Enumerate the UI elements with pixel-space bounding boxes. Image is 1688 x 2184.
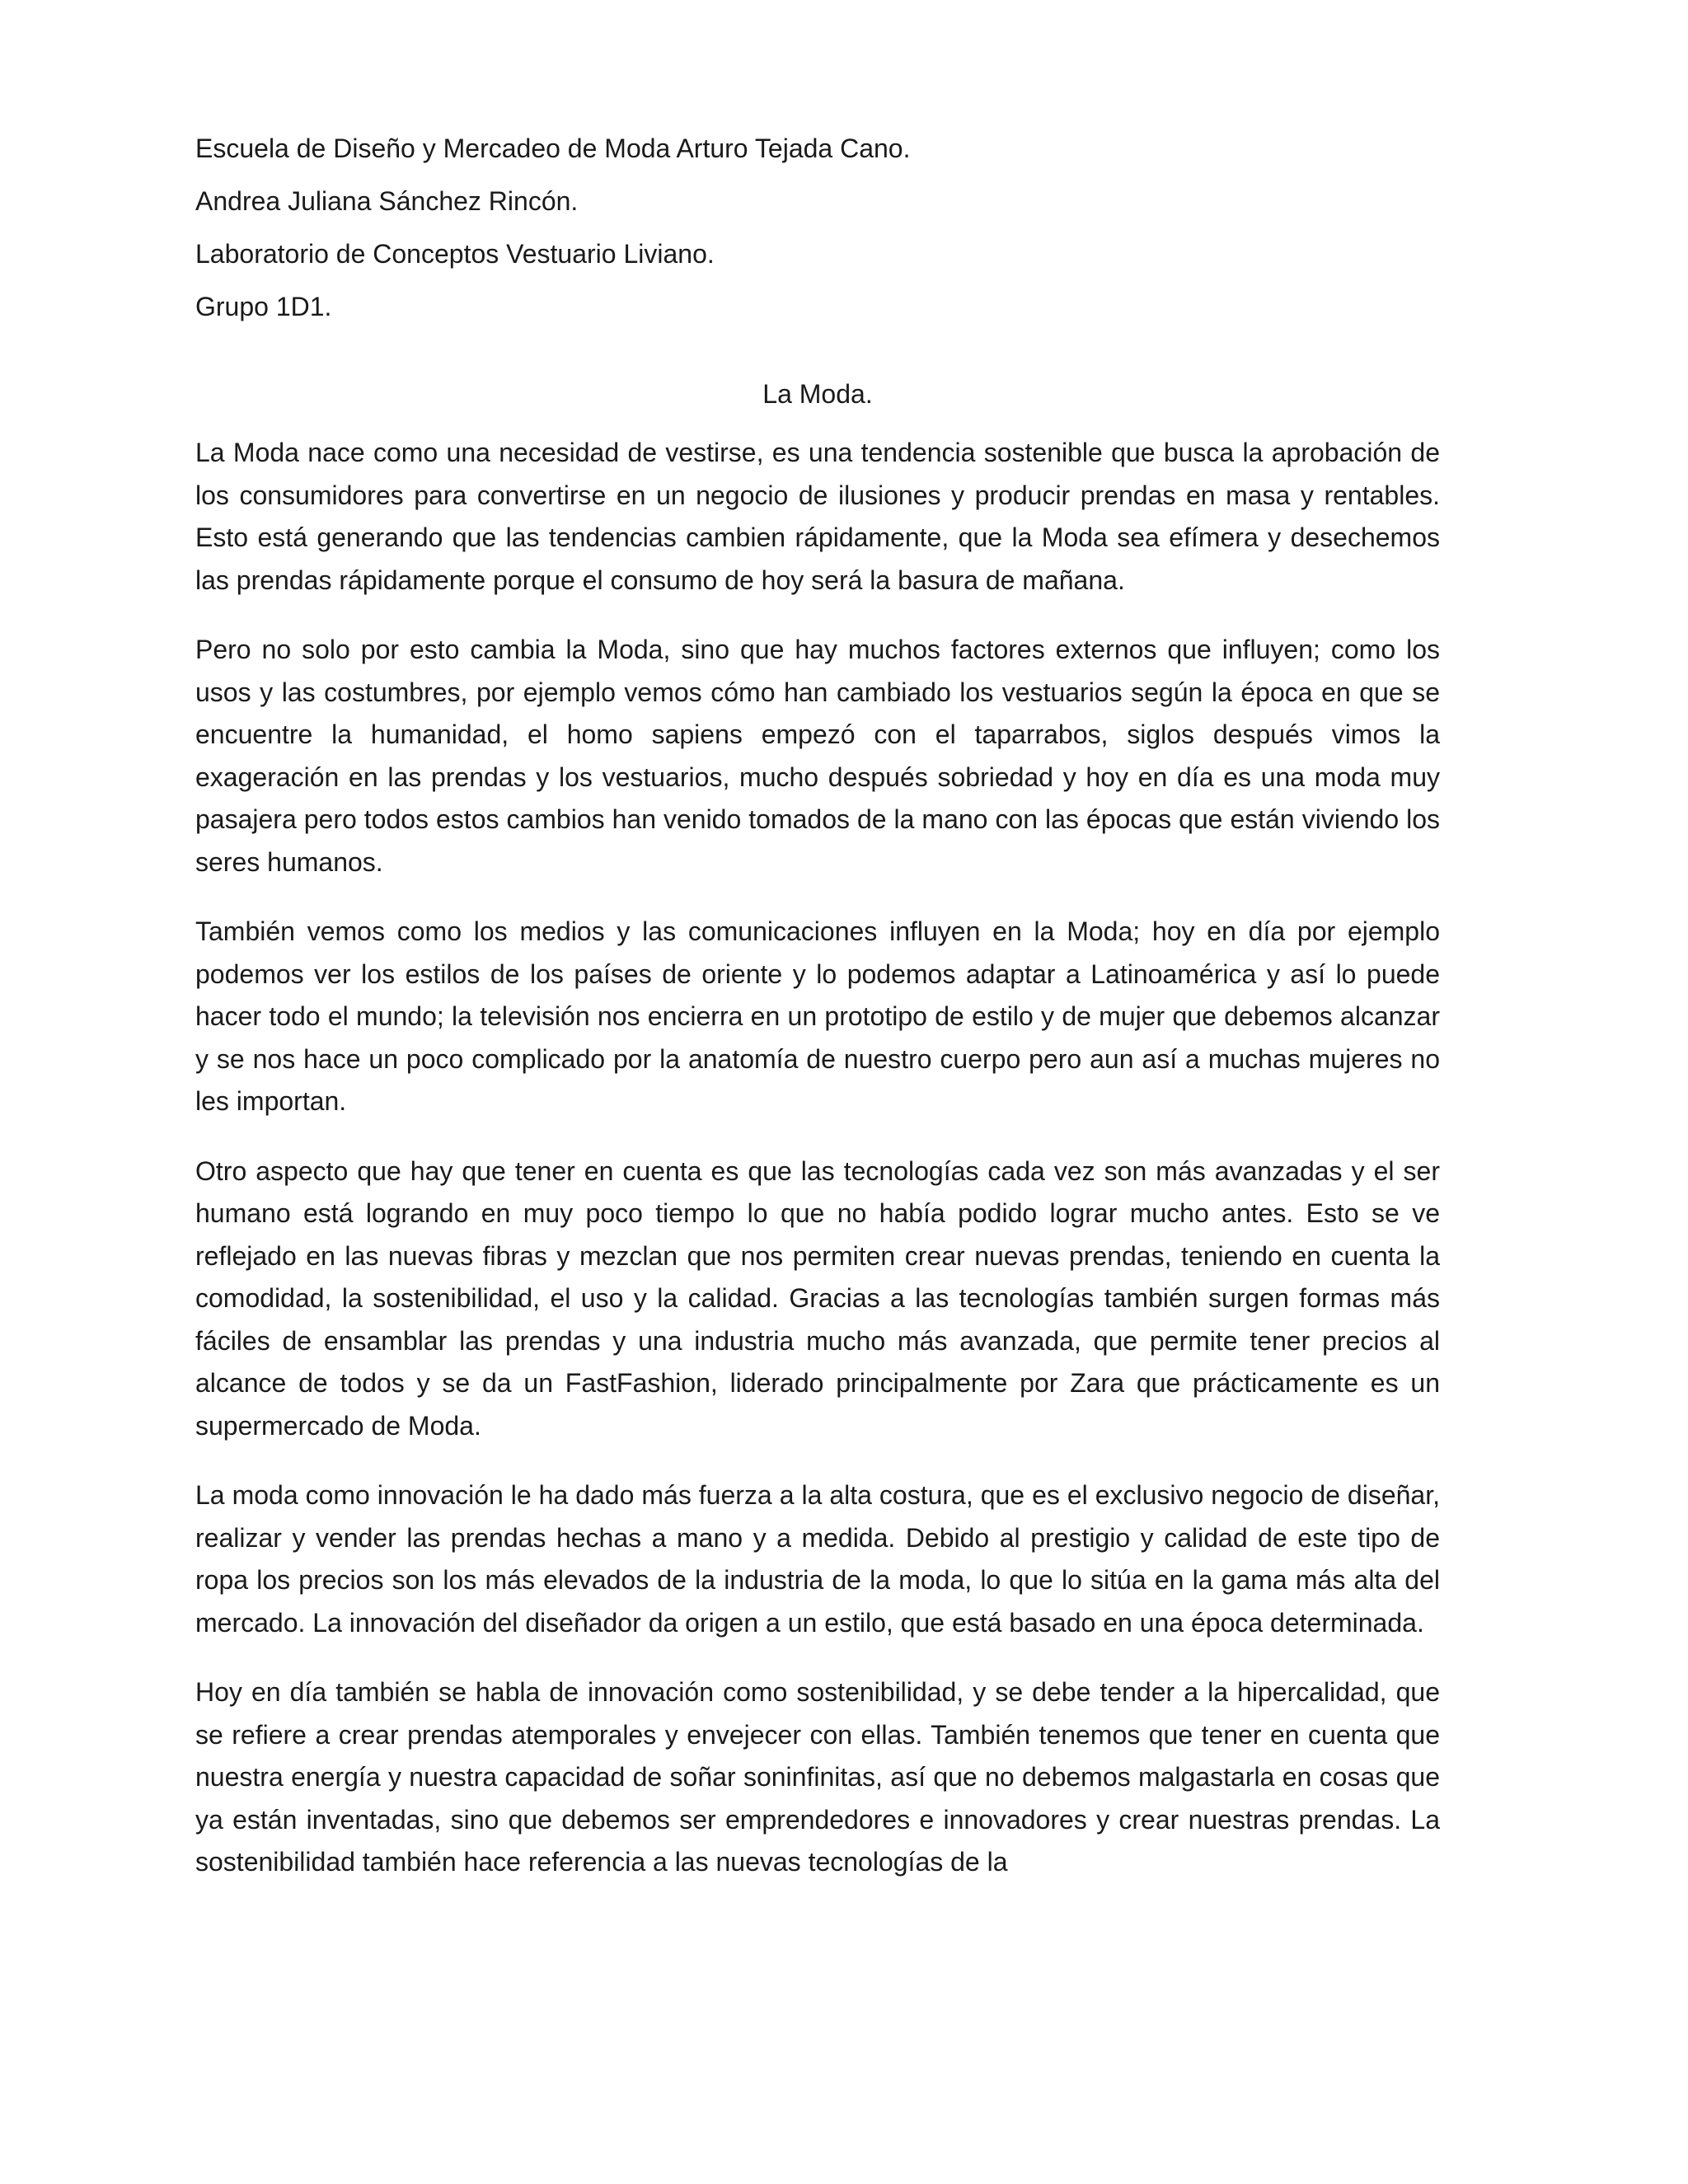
document-body <box>195 132 1440 1911</box>
paragraph-3: También vemos como los medios y las comunicaciones influyen en la Moda; hoy en día por ejemplo podemos ver los estilos de los países de oriente y lo podemos adaptar a Latinoamérica y así lo puede hacer todo el mundo; la televisión nos encierra en un prototipo de estilo y de mujer que debemos alcanzar y se nos hace un poco complicado por la anatomía de nuestro cuerpo pero aun así a muchas mujeres no les importan. <box>195 916 1440 1116</box>
document-title: La Moda. <box>762 379 873 409</box>
header-author: Andrea Juliana Sánchez Rincón. <box>195 186 579 216</box>
paragraph-1: La Moda nace como una necesidad de vestirse, es una tendencia sostenible que busca la aprobación de los consumidores para convertirse en un negocio de ilusiones y producir prendas en masa y rentables. Esto está generando que las tendencias cambien rápidamente, que la Moda sea efímera y desechemos las prendas rápidamente porque el consumo de hoy será la basura de mañana. <box>195 438 1440 595</box>
paragraph-6: Hoy en día también se habla de innovación como sostenibilidad, y se debe tender a la hipercalidad, que se refiere a crear prendas atemporales y envejecer con ellas. También tenemos que tener en cuenta que nuestra energía y nuestra capacidad de soñar soninfinitas, así que no debemos malgastarla en cosas que ya están inventadas, sino que debemos ser emprendedores e innovadores y crear nuestras prendas. La sostenibilidad también hace referencia a las nuevas tecnologías de la <box>195 1677 1440 1877</box>
header-school: Escuela de Diseño y Mercadeo de Moda Arturo Tejada Cano. <box>195 134 911 163</box>
header-course: Laboratorio de Conceptos Vestuario Liviano. <box>195 239 715 269</box>
paragraph-4: Otro aspecto que hay que tener en cuenta es que las tecnologías cada vez son más avanzadas y el ser humano está logrando en muy poco tiempo lo que no había podido lograr mucho antes. Esto se ve reflejado en las nuevas fibras y mezclan que nos permiten crear nuevas prendas, teniendo en cuenta la comodidad, la sostenibilidad, el uso y la calidad. Gracias a las tecnologías también surgen formas más fáciles de ensamblar las prendas y una industria mucho más avanzada, que permite tener precios al alcance de todos y se da un FastFashion, liderado principalmente por Zara que prácticamente es un supermercado de Moda. <box>195 1155 1440 1441</box>
header-group: Grupo 1D1. <box>195 292 332 321</box>
paragraph-2: Pero no solo por esto cambia la Moda, sino que hay muchos factores externos que influyen; como los usos y las costumbres, por ejemplo vemos cómo han cambiado los vestuarios según la época en que se encuentre la humanidad, el homo sapiens empezó con el taparrabos, siglos después vimos la exageración en las prendas y los vestuarios, mucho después sobriedad y hoy en día es una moda muy pasajera pero todos estos cambios han venido tomados de la mano con las épocas que están viviendo los seres humanos. <box>195 635 1440 877</box>
paragraph-5: La moda como innovación le ha dado más fuerza a la alta costura, que es el exclusivo negocio de diseñar, realizar y vender las prendas hechas a mano y a medida. Debido al prestigio y calidad de este tipo de ropa los precios son los más elevados de la industria de la moda, lo que lo sitúa en la gama más alta del mercado. La innovación del diseñador da origen a un estilo, que está basado en una época determinada. <box>195 1480 1440 1638</box>
